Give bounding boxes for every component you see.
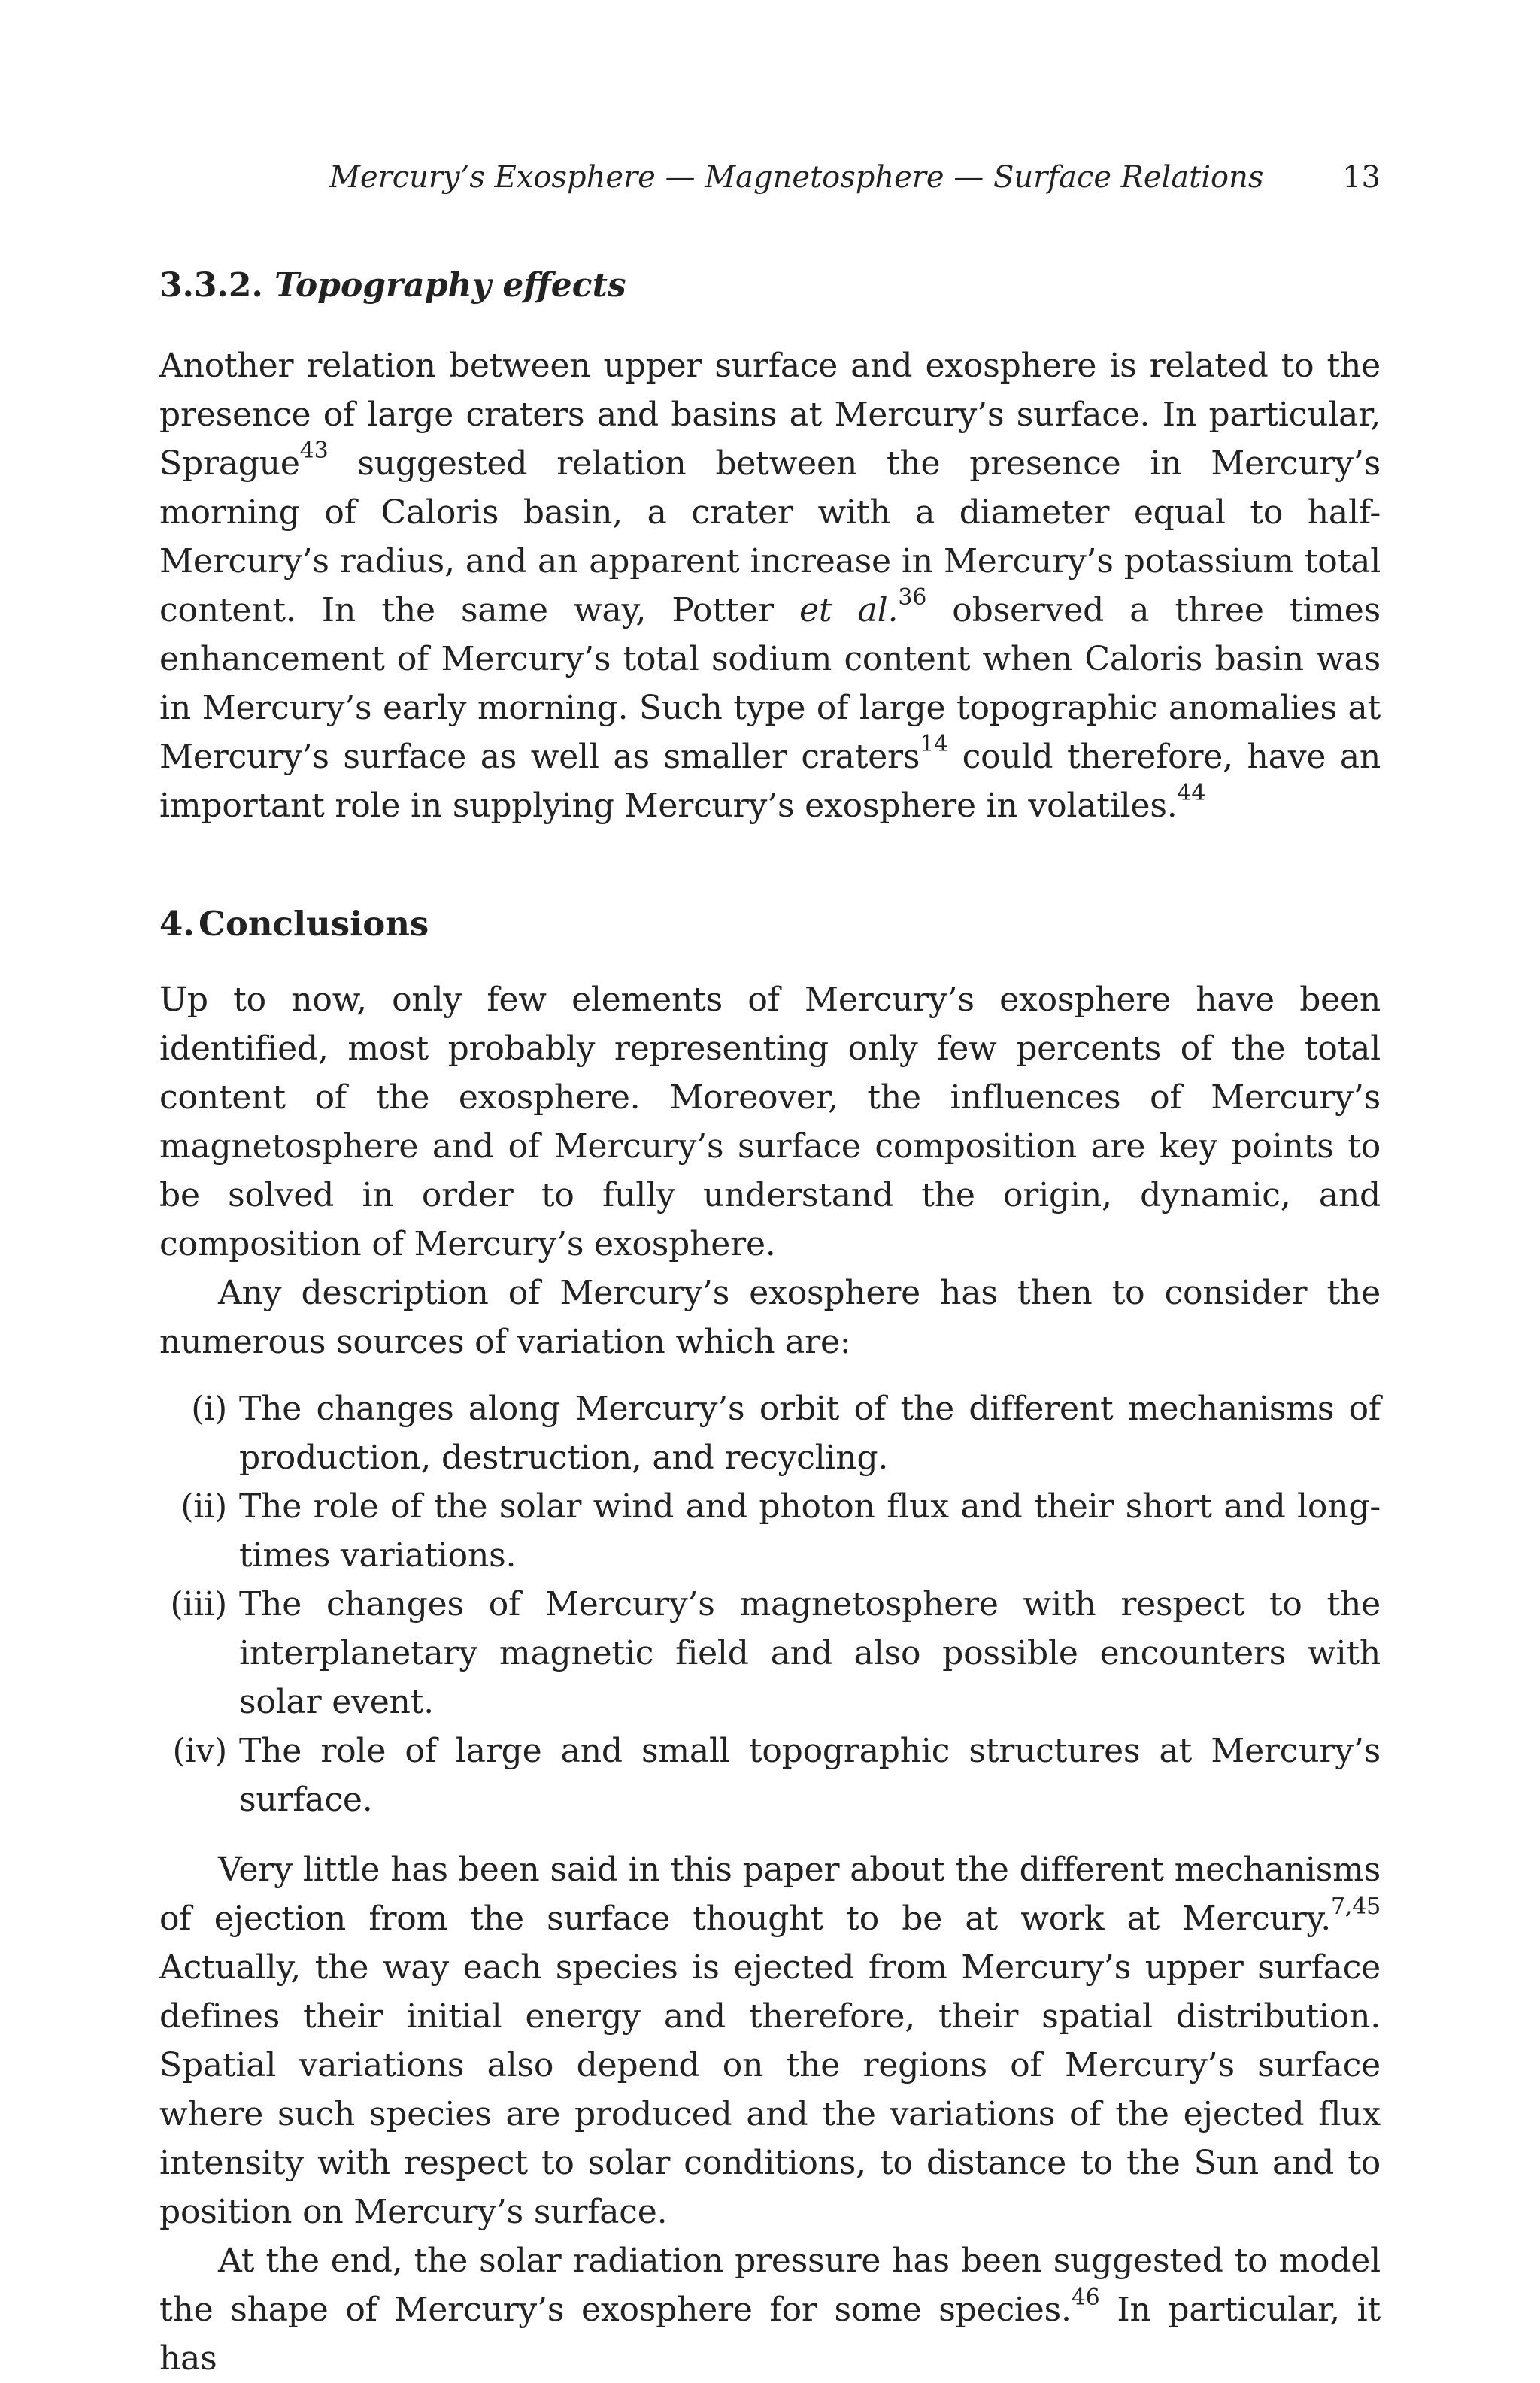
citation-ref: 36 [898,584,927,611]
citation-ref: 43 [299,438,329,465]
list-item [159,1580,1381,1727]
list-marker: (ii) [180,1487,227,1527]
section-title: Conclusions [199,904,429,944]
citation-ref: 7,45 [1331,1893,1381,1920]
list-marker: (iii) [170,1585,227,1624]
running-title: Mercury’s Exosphere — Magnetosphere — Surface Relations [329,160,1264,195]
subsection-heading [159,263,1381,308]
conclusions-paragraph-1: Up to now, only few elements of Mercury’s exosphere have been identified, most probably representing only few percents of the total content of the exosphere. Moreover, the influences of Mercury’s magnetosphere and of Mercury’s surface composition are key points to be solved in order to fully understand the origin, dynamic, and composition of Mercury’s exosphere. [159,981,1381,1264]
subsection-title: Topography effects [274,266,626,305]
list-item-text: The role of the solar wind and photon flux and their short and long-times variations. [239,1487,1381,1575]
list-marker: (iv) [172,1732,227,1771]
list-item [159,1482,1381,1580]
conclusions-paragraph-2: Any description of Mercury’s exosphere has then to consider the numerous sources of variation which are: [159,1274,1381,1362]
citation-ref: 46 [1071,2284,1100,2311]
list-item-text: The role of large and small topographic structures at Mercury’s surface. [239,1732,1381,1820]
list-item [159,1384,1381,1482]
italic-text: et al. [799,591,899,629]
text-fragment: Very little has been said in this paper about the different mechanisms of ejection from the surface thought to be at work at Mercury. [159,1851,1381,1939]
list-item-text: The changes of Mercury’s magnetosphere with respect to the interplanetary magnetic field and also possible encounters with solar event. [239,1585,1381,1722]
text-fragment: suggested relation between the presence in Mercury’s morning of Caloris basin, a crater with a diameter equal to half-Mercury’s radius, and an apparent increase in Mercury’s potassium total content. In the same way, Potter [159,444,1381,629]
text-fragment: Another relation between upper surface and exosphere is related to the presence of large craters and basins at Mercury’s surface. In particular, Sprague [159,347,1381,483]
list-item-text: The changes along Mercury’s orbit of the different mechanisms of production, destruction, and recycling. [239,1390,1381,1478]
list-item [159,1727,1381,1824]
page-number: 13 [1342,160,1381,195]
topography-effects-subsection [159,263,1381,830]
topography-paragraph [159,341,1381,830]
conclusions-paragraph-4 [159,2236,1381,2383]
running-header [159,155,1381,200]
text-fragment: Actually, the way each species is ejected from Mercury’s upper surface defines their initial energy and therefore, their spatial distribution. Spatial variations also depend on the regions of Mercury’s surface where such species are produced and the variations of the ejected flux intensity with respect to solar conditions, to distance to the Sun and to position on Mercury’s surface. [159,1948,1381,2232]
conclusions-paragraph-3 [159,1845,1381,2236]
citation-ref: 44 [1177,780,1206,807]
conclusions-section [159,901,1381,2383]
subsection-number: 3.3.2. [159,266,263,305]
list-marker: (i) [191,1390,227,1429]
citation-ref: 14 [920,731,949,758]
text-fragment: In particular, it has [159,2291,1381,2378]
text-fragment: At the end, the solar radiation pressure has been suggested to model the shape of Mercury’s exosphere for some species. [159,2242,1381,2330]
variation-sources-list [159,1384,1381,1824]
section-heading [159,901,1381,947]
text-fragment: could therefore, have an important role in supplying Mercury’s exosphere in volatiles. [159,738,1381,825]
text-fragment: observed a three times enhancement of Mercury’s total sodium content when Caloris basin was in Mercury’s early morning. Such type of large topographic anomalies at Mercury’s surface as well as smaller craters [159,591,1381,776]
section-number: 4. [159,904,195,944]
journal-page [159,155,1381,2383]
